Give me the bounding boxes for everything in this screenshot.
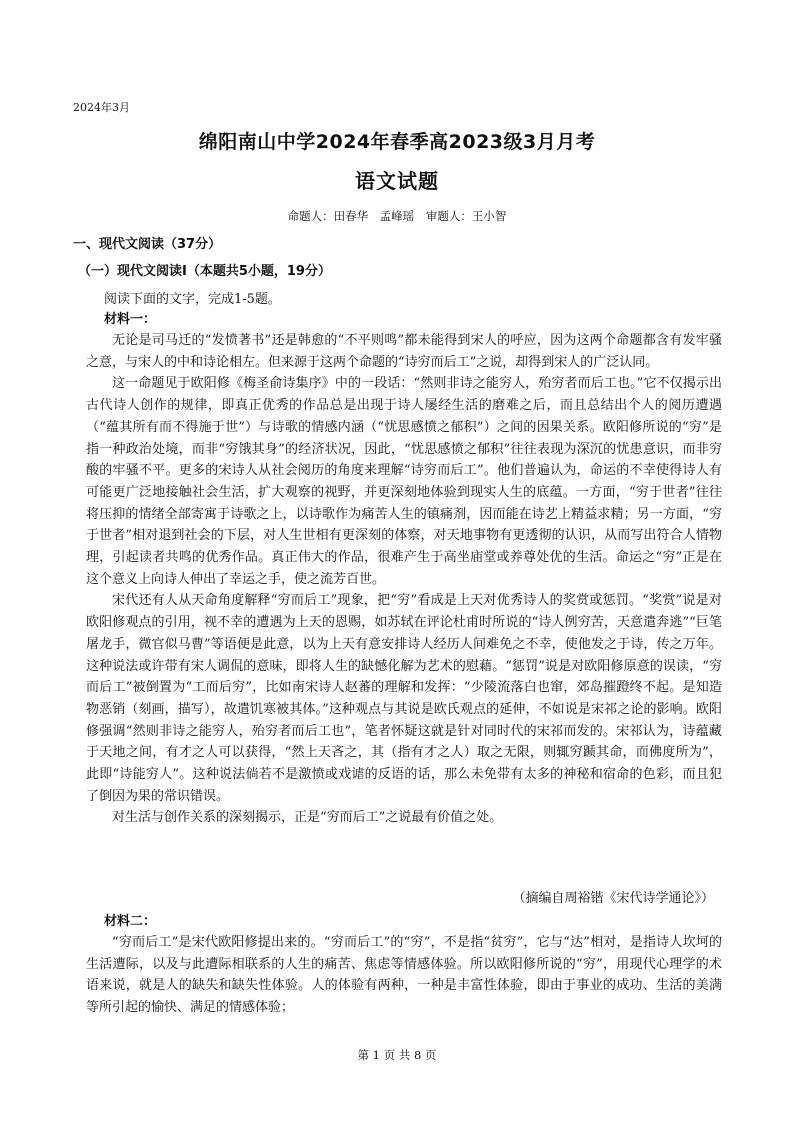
exam-authors xyxy=(0,208,794,224)
exam-date: 2024年3月 xyxy=(73,101,130,114)
material-1-body xyxy=(86,330,722,829)
material-2-label: 材料二： xyxy=(104,914,157,929)
question-reviewer: 审题人：王小智 xyxy=(425,209,507,223)
material-1-source: （摘编自周裕锴《宋代诗学通论》） xyxy=(512,891,714,906)
section-heading-1: 一、现代文阅读（37分） xyxy=(73,237,222,252)
paragraph: 对生活与创作关系的深刻揭示，正是“穷而后工”之说最有价值之处。 xyxy=(112,810,503,826)
page-number: 第 1 页 共 8 页 xyxy=(357,1048,437,1062)
paragraph: “穷而后工”是宋代欧阳修提出来的。“穷而后工”的“穷”，不是指“贫穷”，它与“达”相对，是指诗人坎坷的生活遭际，以及与此遭际相联系的人生的痛苦、焦虑等情感体验。所以欧阳修所说的“穷”，用现代心理学的术语来说，就是人的缺失和缺失性体验。人的体验有两种，一种是丰富性体验，即由于事业的成功、生活的美满等所引起的愉快、满足的情感体验； xyxy=(86,935,722,1016)
exam-title: 绵阳南山中学2024年春季高2023级3月月考 xyxy=(198,131,596,153)
exam-subtitle: 语文试题 xyxy=(355,169,439,193)
question-setters: 命题人：田春华 孟峰瑶 xyxy=(287,209,415,223)
material-2-body xyxy=(86,932,722,1019)
paragraph: 宋代还有人从天命角度解释“穷而后工”现象，把“穷”看成是上天对优秀诗人的奖赏或惩罚。“奖赏”说是对欧阳修观点的引用，视不幸的遭遇为上天的恩赐，如苏轼在评论杜甫时所说的“诗人例穷苦，天意遣奔逃”“巨笔屠龙手，微官似马曹”等语便是此意，以为上天有意安排诗人经历人间难免之不幸，使他发之于诗，传之万年。这种说法或许带有宋人调侃的意味，即将人生的缺憾化解为艺术的慰藉。“惩罚”说是对欧阳修原意的误读，“穷而后工”被倒置为“工而后穷”，比如南宋诗人赵蕃的理解和发挥：“少陵流落白也窜，郊岛摧蹬终不起。是知造物恶销（刻画，描写），故遣饥寒被其体。”这种观点与其说是欧氏观点的延伸，不如说是宋祁之论的影响。欧阳修强调“然则非诗之能穷人，殆穷者而后工也”，笔者怀疑这就是针对同时代的宋祁而发的。宋祁认为，诗蕴藏于天地之间，有才之人可以获得，“然上天吝之，其（指有才之人）取之无限，则辄穷踬其命，而佛度所为”，此即“诗能穷人”。这种说法倘若不是激愤或戏谑的反语的话，那么未免带有太多的神秘和宿命的色彩，而且犯了倒因为果的常识错误。 xyxy=(86,593,722,804)
section-heading-1-1: （一）现代文阅读Ⅰ（本题共5小题，19分） xyxy=(78,264,331,279)
reading-instruction: 阅读下面的文字，完成1-5题。 xyxy=(104,292,281,307)
paragraph: 无论是司马迁的“发愤著书”还是韩愈的“不平则鸣”都未能得到宋人的呼应，因为这两个命题都含有发牢骚之意，与宋人的中和诗论相左。但来源于这两个命题的“诗穷而后工”之说，却得到宋人的广泛认同。 xyxy=(86,333,722,370)
paragraph: 这一命题见于欧阳修《梅圣俞诗集序》中的一段话：“然则非诗之能穷人，殆穷者而后工也。”它不仅揭示出古代诗人创作的规律，即真正优秀的作品总是出现于诗人屡经生活的磨难之后，而且总结出个人的阅历遭遇（“蕴其所有而不得施于世”）与诗歌的情感内涵（“忧思感愤之郁积”）之间的因果关系。欧阳修所说的“穷”是指一种政治处境，而非“穷饿其身”的经济状况，因此，“忧思感愤之郁积”往往表现为深沉的忧患意识，而非穷酸的牢骚不平。更多的宋诗人从社会阅历的角度来理解“诗穷而后工”。他们普遍认为，命运的不幸使得诗人有可能更广泛地接触社会生活，扩大观察的视野，并更深刻地体验到现实人生的底蕴。一方面，“穷于世者”往往将压抑的情绪全部寄寓于诗歌之上，以诗歌作为痛苦人生的镇痛剂，因而能在诗艺上精益求精；另一方面，“穷于世者”相对退到社会的下层，对人生世相有更深刻的体察，对天地事物有更透彻的认识，从而写出符合人情物理，引起读者共鸣的优秀作品。真正伟大的作品，很难产生于高坐庙堂或养尊处优的生活。命运之“穷”正是在这个意义上向诗人伸出了幸运之手，使之流芳百世。 xyxy=(86,376,722,587)
material-1-label: 材料一： xyxy=(104,312,157,327)
